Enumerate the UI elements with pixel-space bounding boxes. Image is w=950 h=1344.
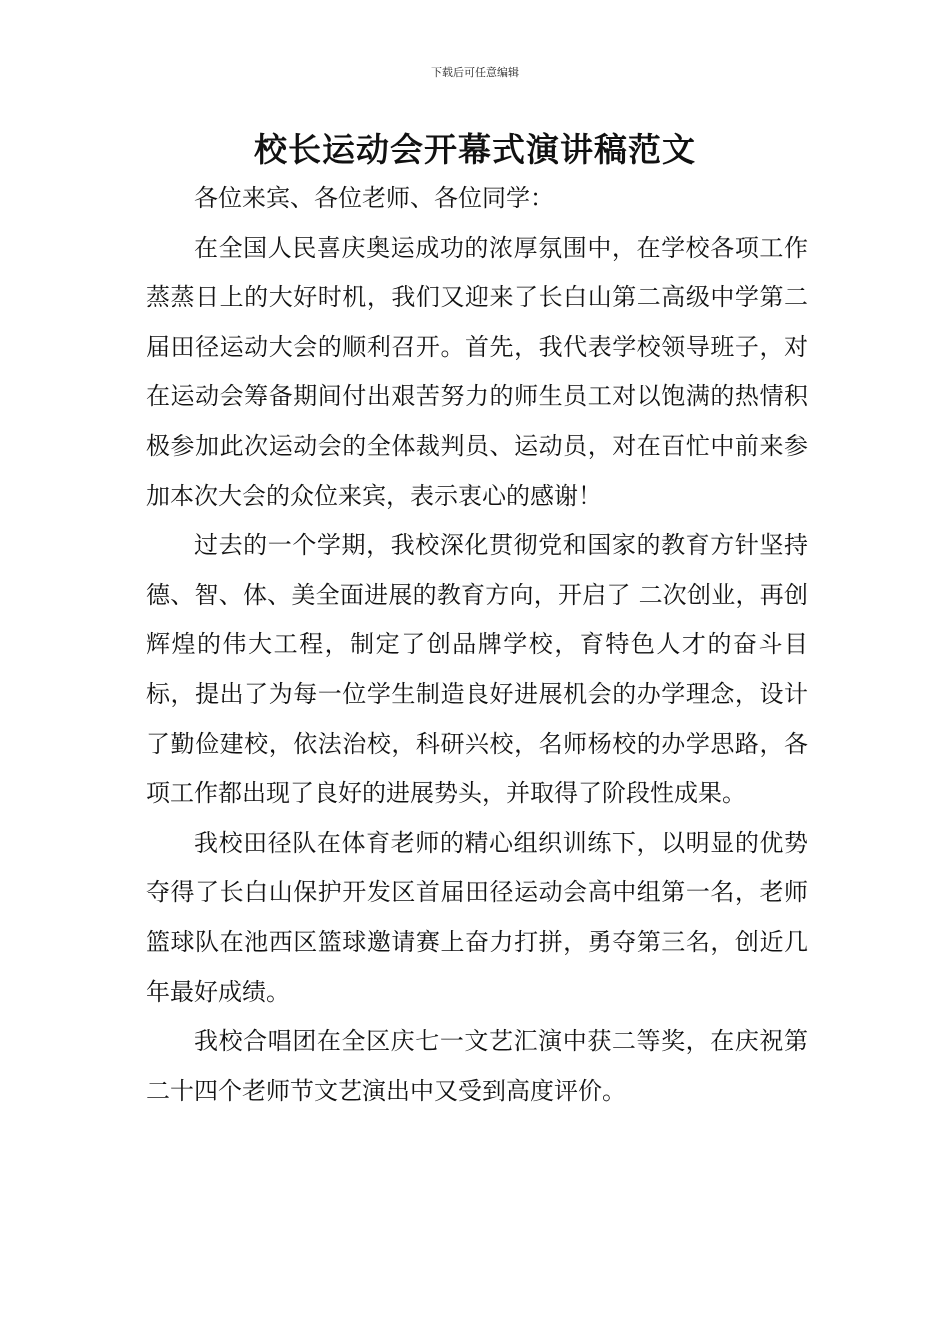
page-header-note: 下载后可任意编辑 — [431, 66, 519, 79]
salutation-paragraph: 各位来宾、各位老师、各位同学： — [194, 184, 554, 212]
body-paragraph-welcome: 在全国人民喜庆奥运成功的浓厚氛围中，在学校各项工作蒸蒸日上的大好时机，我们又迎来了长白山第二高级中学第二届田径运动大会的顺利召开。首先，我代表学校领导班子，对在运动会筹备期间付出艰苦努力的师生员工对以饱满的热情积极参加此次运动会的全体裁判员、运动员，对在百忙中前来参加本次大会的众位来宾，表示衷心的感谢！ — [146, 233, 808, 510]
document-title: 校长运动会开幕式演讲稿范文 — [254, 130, 696, 169]
body-paragraph-choir-results: 我校合唱团在全区庆七一文艺汇演中获二等奖，在庆祝第二十四个老师节文艺演出中又受到高度评价。 — [146, 1027, 808, 1105]
document-body — [146, 174, 808, 1116]
body-paragraph-sports-results: 我校田径队在体育老师的精心组织训练下，以明显的优势夺得了长白山保护开发区首届田径运动会高中组第一名，老师篮球队在池西区篮球邀请赛上奋力打拼，勇夺第三名，创近几年最好成绩。 — [146, 828, 808, 1006]
body-paragraph-achievements: 过去的一个学期，我校深化贯彻党和国家的教育方针坚持德、智、体、美全面进展的教育方向，开启了 二次创业，再创辉煌的伟大工程，制定了创品牌学校，育特色人才的奋斗目标，提出了为每一位学生制造良好进展机会的办学理念，设计了勤俭建校，依法治校，科研兴校，名师杨校的办学思路，各项工作都出现了良好的进展势头，并取得了阶段性成果。 — [146, 531, 808, 808]
